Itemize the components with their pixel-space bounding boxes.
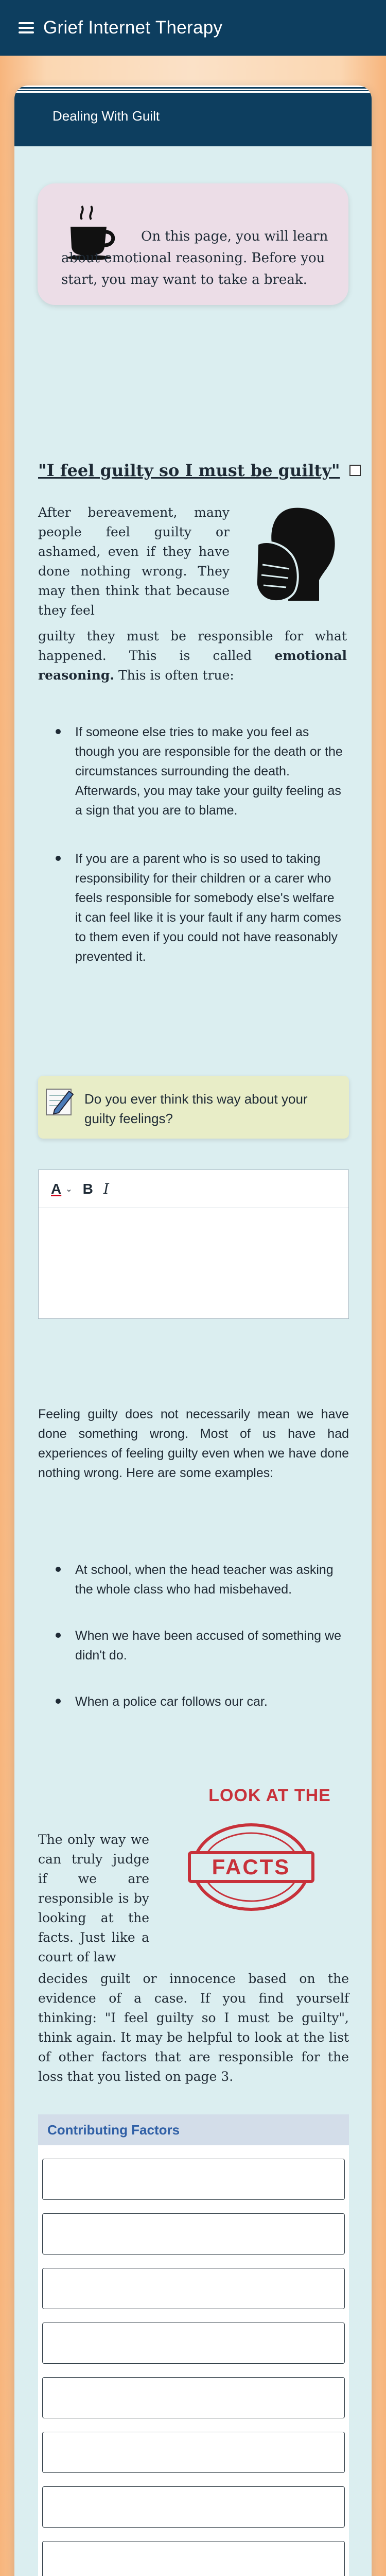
heading-checkbox[interactable] [349,465,361,476]
factors-header: Contributing Factors [38,2114,349,2145]
menu-icon[interactable] [19,22,34,33]
bullet-list-1 [75,722,343,995]
factor-input-8[interactable] [42,2541,345,2576]
rich-text-editor [38,1170,349,1319]
section-menu-icon[interactable] [35,112,44,120]
factor-input-4[interactable] [42,2323,345,2364]
emotional-reasoning-term: emotional reasoning. [38,648,347,683]
list-item: If someone else tries to make you feel as though you are responsible for the death or the circumstances surrounding the death. Afterwards, you may take your guilty feeling as a sign that you are to blame. [75,722,343,820]
font-color-button[interactable] [51,1181,73,1197]
chevron-down-icon: ⌄ [65,1184,73,1194]
page-heading: "I feel guilty so I must be guilty" [38,461,340,480]
list-item: When a police car follows our car. [75,1692,348,1711]
paragraph-1b [38,626,347,685]
list-item: At school, when the head teacher was asking the whole class who had misbehaved. [75,1560,348,1599]
paragraph-1: After bereavement, many people feel guilty or ashamed, even if they have done nothing wrong. They may then think that because they feel [38,505,230,618]
section-header [14,86,372,146]
app-header [0,0,386,56]
pencil-icon [44,1086,75,1117]
list-item: If you are a parent who is so used to taking responsibility for their children or a carer who feels responsible for somebody else's welfare it can feel like it is your fault if any harm comes to them even if you could not have reasonably prevented it. [75,849,343,967]
bullet-list-2 [75,1560,348,1738]
factor-input-2[interactable] [42,2213,345,2255]
intro-text: On this page, you will learn about emotional reasoning. Before you start, you may want to take a break. [61,229,328,287]
list-item: When we have been accused of something we didn't do. [75,1626,348,1665]
head-in-hand-icon [242,503,340,606]
facts-title: LOOK AT THE [208,1786,331,1805]
section-title: Dealing With Guilt [52,108,160,124]
factor-input-1[interactable] [42,2159,345,2200]
paragraph-2: Feeling guilty does not necessarily mean we have done something wrong. Most of us have had experiences of feeling guilty even when we have done nothing wrong. Here are some examples: [38,1407,349,1480]
italic-button[interactable]: I [103,1180,109,1197]
factor-input-5[interactable] [42,2377,345,2418]
paragraph-1b-start: guilty they must be responsible for what happened. This is called [38,629,347,663]
factor-input-7[interactable] [42,2486,345,2528]
paragraph-1b-end: This is often true: [114,668,234,683]
response-textarea[interactable] [39,1208,348,1318]
facts-stamp-graphic [184,1821,318,1913]
facts-stamp-text: FACTS [212,1855,291,1879]
question-box [38,1076,349,1139]
content-card [14,86,372,2576]
paragraph-3b: decides guilt or innocence based on the evidence of a case. If you find yourself thinking: "I feel guilty so I must be guilty", think again. It may be helpful to look at the list of other factors that are responsible for the loss that you listed on page 3. [38,1971,349,2084]
paragraph-3a: The only way we can truly judge if we are responsible is by looking at the facts. Just like a court of law [38,1832,149,1964]
font-color-label: A [51,1180,62,1197]
app-title: Grief Internet Therapy [43,18,223,38]
bold-button[interactable]: B [82,1180,93,1197]
intro-bubble [38,183,348,305]
factor-input-3[interactable] [42,2268,345,2309]
heading-row [38,461,361,480]
question-text: Do you ever think this way about your guilty feelings? [84,1091,308,1126]
editor-toolbar [39,1170,348,1208]
contributing-factors-table [38,2114,349,2576]
factor-input-6[interactable] [42,2432,345,2473]
